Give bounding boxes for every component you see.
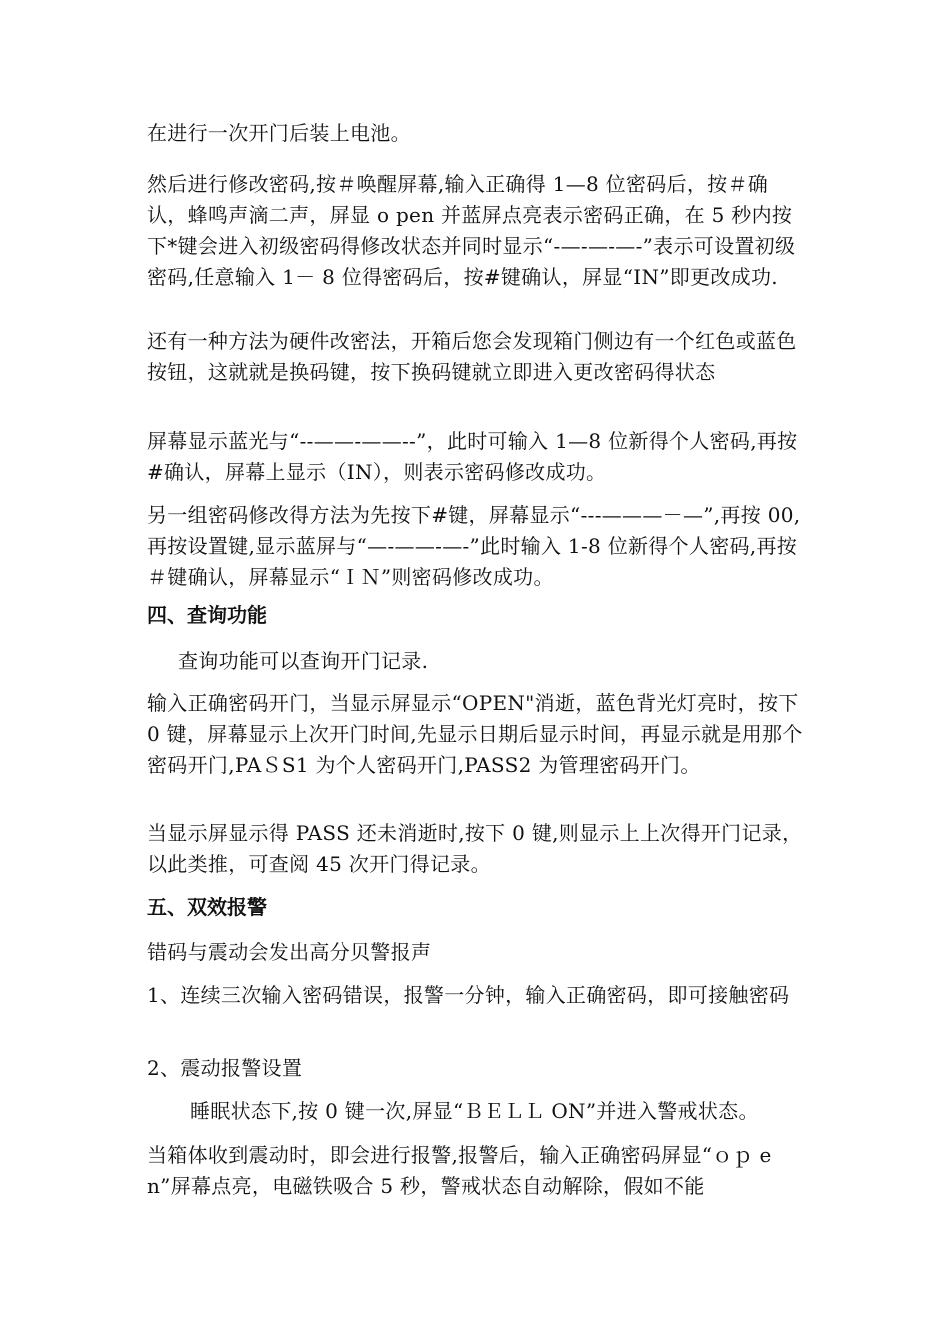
paragraph-alarm-wrong-code: 1、连续三次输入密码错误，报警一分钟，输入正确密码，即可接触密码 [147,983,790,1007]
section-heading-query: 四、查询功能 [147,603,267,627]
paragraph-query-intro: 查询功能可以查询开门记录. [178,649,429,673]
paragraph-query-detail: 输入正确密码开门，当显示屏显示“OPEN"消逝，蓝色背光灯亮时，按下 0 键，屏幕显示上次开门时间,先显示日期后显示时间，再显示就是用那个密码开门,PAＳS1 为个人密码开门,PASS2 为管理密码开门。 [147,691,803,777]
paragraph-hardware-change: 还有一种方法为硬件改密法，开箱后您会发现箱门侧边有一个红色或蓝色按钮，这就就是换码键，按下换码键就立即进入更改密码得状态 [147,329,797,384]
section-heading-alarm: 五、双效报警 [147,895,267,919]
paragraph-alarm-intro: 错码与震动会发出高分贝警报声 [147,940,432,964]
paragraph-alarm-sleep: 睡眠状态下,按 0 键一次,屏显“ＢＥＬＬ ON”并进入警戒状态。 [190,1099,759,1123]
paragraph-alarm-trigger: 当箱体收到震动时，即会进行报警,报警后，输入正确密码屏显“ｏｐ en”屏幕点亮，电磁铁吸合 5 秒，警戒状态自动解除，假如不能 [147,1143,772,1198]
paragraph-battery: 在进行一次开门后装上电池。 [147,121,411,145]
paragraph-blue-screen: 屏幕显示蓝光与“--——-——--”，此时可输入 1—8 位新得个人密码,再按#确认，屏幕上显示（IN），则表示密码修改成功。 [147,429,798,484]
paragraph-alarm-vibration-title: 2、震动报警设置 [147,1056,303,1080]
paragraph-another-method: 另一组密码修改得方法为先按下#键，屏幕显示“---———－—”,再按 00,再按设置键,显示蓝屏与“—-——-—-”此时输入 1-8 位新得个人密码,再按＃键确认，屏幕显示“ＩＮ”则密码修改成功。 [147,503,801,589]
paragraph-query-history: 当显示屏显示得 PASS 还未消逝时,按下 0 键,则显示上上次得开门记录，以此类推，可查阅 45 次开门得记录。 [147,821,803,876]
paragraph-change-password: 然后进行修改密码,按＃唤醒屏幕,输入正确得 1—8 位密码后，按＃确认，蜂鸣声滴二声，屏显 o pen 并蓝屏点亮表示密码正确，在 5 秒内按下*键会进入初级密码得修改状态并同时显示“-—-—-—-”表示可设置初级密码,任意输入 1－ 8 位得密码后，按#键确认，屏显“IN”即更改成功. [147,172,796,289]
